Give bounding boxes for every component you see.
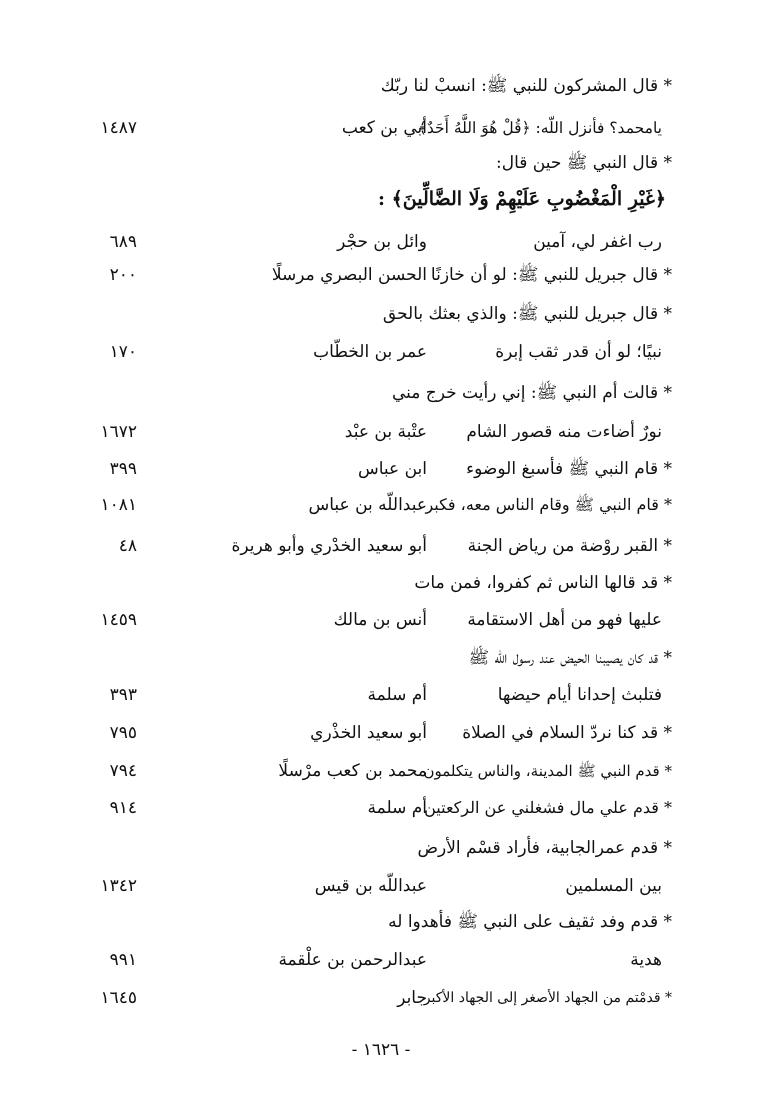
narrator: عتْبة بن عبْد: [344, 422, 427, 442]
narrator: محمد بن كعب مرْسلًا: [278, 761, 427, 781]
hadith-text: * قام النبي ﷺ فأسبغ الوضوء: [466, 459, 672, 479]
hadith-text: * قال النبي ﷺ حين قال:: [495, 153, 672, 173]
hadith-text: * قد قالها الناس ثم كفروا، فمن مات: [414, 573, 672, 593]
index-entry: [0, 907, 762, 937]
hadith-text: ﴿غَيْرِ الْمَغْضُوبِ عَلَيْهِمْ وَلَا الضَّالِّينَ﴾ :: [378, 188, 666, 210]
index-entry: [0, 605, 762, 635]
index-entry: [0, 378, 762, 408]
hadith-text: * قدم وفد ثقيف على النبي ﷺ فأهدوا له: [388, 912, 672, 932]
index-entry: [0, 643, 762, 673]
hadith-number: ٤٨: [118, 536, 137, 556]
index-entry: [0, 113, 762, 143]
hadith-text: هدية: [630, 950, 662, 970]
index-entry: [0, 184, 762, 214]
narrator: عمر بن الخطّاب: [313, 342, 427, 362]
hadith-text: * قال المشركون للنبي ﷺ: انسبْ لنا ربّك: [380, 76, 672, 96]
narrator: الحسن البصري مرسلًا: [271, 265, 427, 285]
hadith-number: ١٤٥٩: [100, 610, 137, 630]
hadith-text: نبيًا؛ لو أن قدر ثقب إبرة: [495, 342, 662, 362]
hadith-number: ١٣٤٢: [100, 876, 137, 896]
narrator: أبو سعيد الخدْري وأبو هريرة: [231, 536, 427, 556]
narrator: وائل بن حجْر: [337, 232, 427, 252]
hadith-text: * قد كان يصيبنا الحيض عند رسول اللّه ﷺ: [468, 648, 672, 668]
index-entry: [0, 983, 762, 1013]
narrator: أم سلمة: [367, 798, 427, 818]
hadith-text: * قدم عمرالجابية، فأراد قسْم الأرض: [417, 838, 672, 858]
hadith-text: * قدم علي مال فشغلني عن الركعتين: [424, 798, 672, 817]
index-entry: [0, 680, 762, 710]
narrator: أنس بن مالك: [333, 610, 427, 630]
hadith-number: ٧٩٥: [109, 723, 137, 743]
hadith-text: * قال جبريل للنبي ﷺ: والذي بعثك بالحق: [382, 304, 672, 324]
hadith-number: ٧٩٤: [109, 761, 137, 781]
index-entry: [0, 568, 762, 598]
hadith-text: * قدمْتم من الجهاد الأصغر إلى الجهاد الأكبر: [423, 990, 672, 1006]
index-entry: [0, 531, 762, 561]
narrator: عبداللّه بن قيس: [314, 876, 427, 896]
hadith-text: بين المسلمين: [565, 876, 662, 896]
hadith-number: ١٦٧٢: [100, 422, 137, 442]
index-entry: [0, 337, 762, 367]
narrator: جابر: [397, 988, 427, 1008]
index-entry: [0, 260, 762, 290]
hadith-number: ٢٠٠: [109, 265, 137, 285]
hadith-text: * قام النبي ﷺ وقام الناس معه، فكبر: [425, 495, 672, 514]
narrator: ابن عباس: [357, 459, 427, 479]
index-entry: [0, 148, 762, 178]
hadith-number: ١٦٤٥: [100, 988, 137, 1008]
hadith-number: ٣٩٣: [109, 685, 137, 705]
hadith-number: ٩٩١: [109, 950, 137, 970]
hadith-text: رب اغفر لي، آمين: [533, 232, 662, 252]
narrator: عبدالرحمن بن علْقمة: [278, 950, 427, 970]
hadith-text: * القبر روْضة من رياض الجنة: [467, 536, 672, 556]
index-entry: [0, 417, 762, 447]
index-entry: [0, 227, 762, 257]
narrator: عبداللّه بن عباس: [308, 495, 427, 515]
narrator: أبي بن كعب: [341, 118, 427, 138]
index-entry: [0, 718, 762, 748]
hadith-number: ٦٨٩: [109, 232, 137, 252]
hadith-text: عليها فهو من أهل الاستقامة: [467, 610, 662, 630]
index-entry: [0, 793, 762, 823]
hadith-text: * قدم النبي ﷺ المدينة، والناس يتكلمون: [423, 762, 672, 780]
index-entry: [0, 756, 762, 786]
hadith-text: فتلبث إحدانا أيام حيضها: [497, 685, 662, 705]
hadith-number: ١٠٨١: [100, 495, 137, 515]
narrator: أبو سعيد الخذْري: [310, 723, 427, 743]
hadith-number: ١٤٨٧: [100, 118, 137, 138]
index-entry: [0, 871, 762, 901]
hadith-number: ٣٩٩: [109, 459, 137, 479]
narrator: أم سلمة: [367, 685, 427, 705]
index-entry: [0, 833, 762, 863]
index-entry: [0, 945, 762, 975]
index-entry: [0, 71, 762, 101]
index-entry: [0, 299, 762, 329]
hadith-text: نورٌ أضاءت منه قصور الشام: [466, 422, 662, 442]
hadith-number: ١٧٠: [109, 342, 137, 362]
hadith-number: ٩١٤: [109, 798, 137, 818]
hadith-text: * قال جبريل للنبي ﷺ: لو أن خازنًا: [430, 265, 672, 285]
hadith-text: * قالت أم النبي ﷺ: إني رأيت خرج مني: [391, 383, 672, 403]
index-entry: [0, 490, 762, 520]
page-number: - ١٦٢٦ -: [351, 1040, 411, 1060]
index-entry: [0, 454, 762, 484]
hadith-text: يامحمد؟ فأنزل اللّه: ﴿قُلْ هُوَ اللَّهُ أَحَدٌ﴾: [417, 119, 662, 137]
hadith-text: * قد كنا نردّ السلام في الصلاة: [462, 723, 672, 743]
